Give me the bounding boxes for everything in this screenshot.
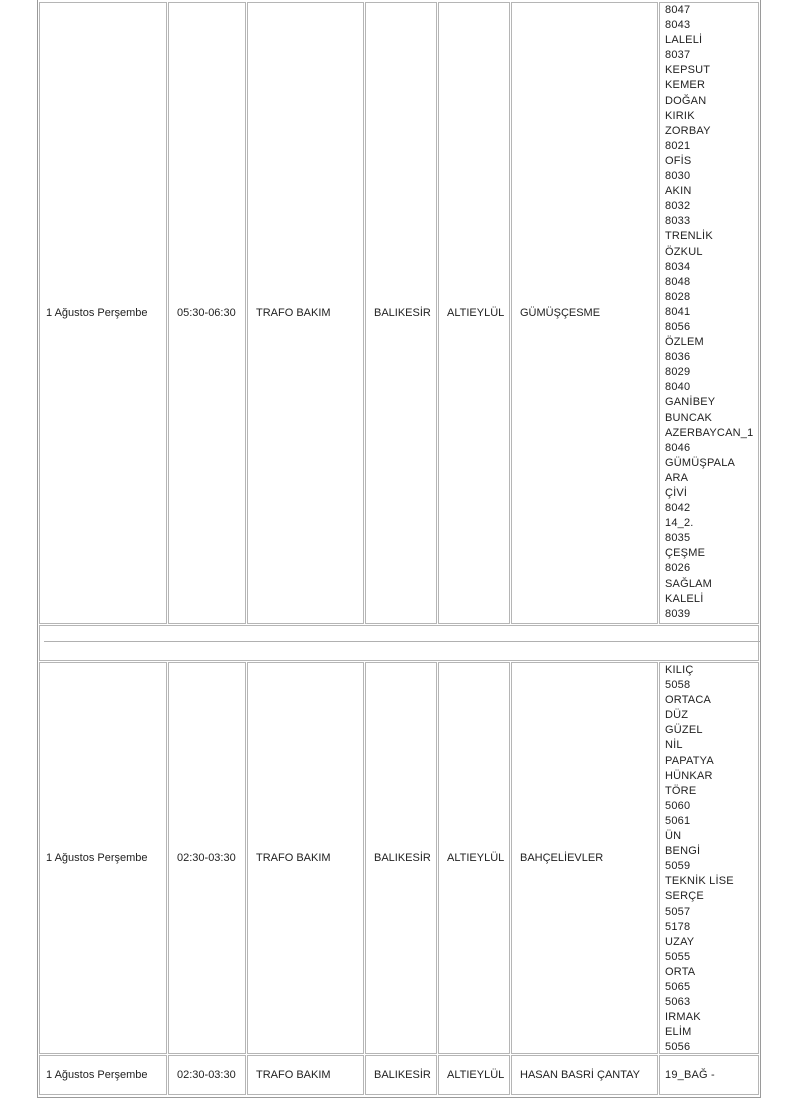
street-item: TÖRE [665, 784, 697, 797]
street-item: 8026 [665, 562, 691, 575]
street-list [665, 663, 734, 1055]
street-item: KIRIK [665, 109, 695, 122]
street-item: KALELİ [665, 592, 704, 605]
street-item: BUNCAK [665, 411, 713, 424]
street-item: ELİM [665, 1026, 692, 1039]
district-text: ALTIEYLÜL [447, 307, 505, 319]
street-item: 8056 [665, 320, 691, 333]
city-text: BALIKESİR [374, 307, 431, 319]
time-text: 02:30-03:30 [177, 1069, 236, 1081]
street-item: AKIN [665, 185, 692, 198]
street-item: GÜMÜŞPALA [665, 456, 736, 469]
street-item: 8029 [665, 366, 691, 379]
divider [44, 641, 760, 642]
street-item: 8034 [665, 260, 691, 273]
street-item: 8021 [665, 139, 691, 152]
city-text: BALIKESİR [374, 1069, 431, 1081]
street-item: 8039 [665, 607, 691, 620]
street-item: 5060 [665, 799, 691, 812]
street-item: 5058 [665, 679, 691, 692]
street-item: 8043 [665, 19, 691, 32]
reason-text: TRAFO BAKIM [256, 852, 331, 864]
street-item: SERÇE [665, 890, 704, 903]
street-item: 5055 [665, 950, 691, 963]
street-item: OFİS [665, 154, 692, 167]
time-text: 05:30-06:30 [177, 307, 236, 319]
street-item: ORTA [665, 965, 696, 978]
street-item: 5063 [665, 996, 691, 1009]
street-item: KEPSUT [665, 64, 711, 77]
street-item: SAĞLAM [665, 577, 713, 590]
spacer-row [39, 625, 759, 661]
street-item: 8048 [665, 275, 691, 288]
street-item: NİL [665, 739, 683, 752]
street-item: ÇEŞME [665, 547, 706, 560]
street-item: 8036 [665, 351, 691, 364]
street-item: KILIÇ [665, 664, 694, 676]
date-text: 1 Ağustos Perşembe [46, 1069, 148, 1081]
street-item: AZERBAYCAN_1 [665, 426, 754, 439]
street-item: 19_BAĞ - [665, 1069, 715, 1081]
street-item: 14_2. [665, 517, 694, 530]
street-item: 8040 [665, 381, 691, 394]
street-item: DOĞAN [665, 94, 707, 107]
reason-text: TRAFO BAKIM [256, 1069, 331, 1081]
district-text: ALTIEYLÜL [447, 852, 505, 864]
street-item: TEKNİK LİSE [665, 875, 734, 888]
street-item: ARA [665, 471, 689, 484]
street-item: 5057 [665, 905, 691, 918]
street-item: 5178 [665, 920, 691, 933]
street-item: TRENLİK [665, 230, 713, 243]
date-text: 1 Ağustos Perşembe [46, 852, 148, 864]
street-item: GÜZEL [665, 724, 703, 737]
street-item: 8046 [665, 441, 691, 454]
street-item: HÜNKAR [665, 769, 713, 782]
street-item: 8028 [665, 290, 691, 303]
street-item: ÖZLEM [665, 336, 704, 349]
neighborhood-text: HASAN BASRİ ÇANTAY [520, 1069, 641, 1081]
street-item: ZORBAY [665, 124, 711, 137]
city-text: BALIKESİR [374, 852, 431, 864]
street-item: LALELİ [665, 34, 703, 47]
date-text: 1 Ağustos Perşembe [46, 307, 148, 319]
street-item: ÜN [665, 830, 682, 843]
street-item: 5056 [665, 1041, 691, 1054]
street-list [665, 3, 753, 622]
street-item: DÜZ [665, 709, 689, 722]
street-item: 5065 [665, 980, 691, 993]
street-item: ÇİVİ [665, 487, 688, 499]
neighborhood-text: GÜMÜŞÇESME [520, 307, 601, 319]
street-item: 8033 [665, 215, 691, 228]
street-item: 5061 [665, 814, 691, 827]
street-item: 8042 [665, 502, 691, 515]
street-item: PAPATYA [665, 754, 714, 767]
street-item: 8041 [665, 305, 691, 318]
street-item: UZAY [665, 935, 695, 948]
street-item: 5059 [665, 860, 691, 873]
street-list [665, 1068, 715, 1083]
street-item: IRMAK [665, 1011, 701, 1024]
street-item: ÖZKUL [665, 245, 703, 258]
reason-text: TRAFO BAKIM [256, 307, 331, 319]
street-item: 8032 [665, 200, 691, 213]
street-item: ORTACA [665, 694, 712, 707]
street-item: BENGİ [665, 845, 701, 858]
time-text: 02:30-03:30 [177, 852, 236, 864]
neighborhood-text: BAHÇELİEVLER [520, 852, 604, 864]
street-item: KEMER [665, 79, 706, 92]
street-item: GANİBEY [665, 396, 716, 409]
district-text: ALTIEYLÜL [447, 1069, 505, 1081]
street-item: 8035 [665, 532, 691, 545]
street-item: 8047 [665, 4, 691, 16]
street-item: 8037 [665, 49, 691, 62]
street-item: 8030 [665, 170, 691, 183]
